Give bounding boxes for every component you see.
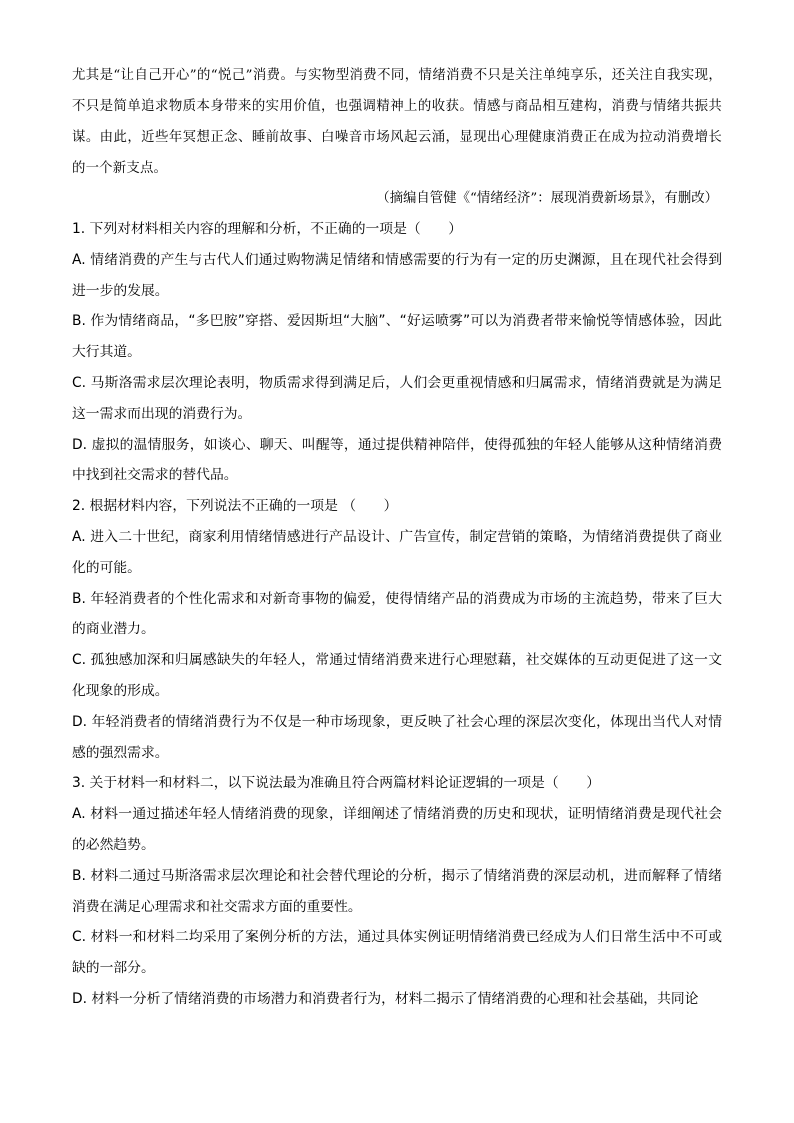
question-1 (72, 214, 722, 491)
option-a: A. 进入二十世纪，商家利用情绪情感进行产品设计、广告宣传，制定营销的策略，为情绪消费提供了商业化的可能。 (72, 528, 722, 576)
option-b: B. 作为情绪商品，“多巴胺”穿搭、爱因斯坦“大脑”、“好运喷雾”可以为消费者带来愉悦等情感体验，因此大行其道。 (72, 313, 722, 361)
option-c: C. 马斯洛需求层次理论表明，物质需求得到满足后，人们会更重视情感和归属需求，情绪消费就是为满足这一需求而出现的消费行为。 (72, 374, 722, 422)
question-stem: 2. 根据材料内容，下列说法不正确的一项是 （ ） (72, 498, 398, 515)
option-b: B. 材料二通过马斯洛需求层次理论和社会替代理论的分析，揭示了情绪消费的深层动机，进而解释了情绪消费在满足心理需求和社交需求方面的重要性。 (72, 867, 722, 915)
option-d: D. 材料一分析了情绪消费的市场潜力和消费者行为，材料二揭示了情绪消费的心理和社会基础，共同论 (72, 990, 699, 1007)
option-a: A. 情绪消费的产生与古代人们通过购物满足情绪和情感需要的行为有一定的历史渊源，且在现代社会得到进一步的发展。 (72, 251, 722, 299)
option-d: D. 年轻消费者的情绪消费行为不仅是一种市场现象，更反映了社会心理的深层次变化，体现出当代人对情感的强烈需求。 (72, 713, 722, 761)
option-c: C. 孤独感加深和归属感缺失的年轻人，常通过情绪消费来进行心理慰藉，社交媒体的互动更促进了这一文化现象的形成。 (72, 652, 722, 699)
document-page (72, 60, 722, 1015)
question-stem: 1. 下列对材料相关内容的理解和分析，不正确的一项是（ ） (72, 221, 463, 237)
question-3 (72, 768, 722, 1014)
passage-source: （摘编自管健《“情绪经济”：展现消费新场景》，有删改） (376, 191, 718, 206)
option-d: D. 虚拟的温情服务，如谈心、聊天、叫醒等，通过提供精神陪伴，使得孤独的年轻人能够从这种情绪消费中找到社交需求的替代品。 (72, 436, 722, 484)
option-a: A. 材料一通过描述年轻人情绪消费的现象，详细阐述了情绪消费的历史和现状，证明情绪消费是现代社会的必然趋势。 (72, 806, 722, 853)
passage-text: 尤其是“让自己开心”的“悦己”消费。与实物型消费不同，情绪消费不只是关注单纯享乐，还关注自我实现，不只是简单追求物质本身带来的实用价值，也强调精神上的收获。情感与商品相互建构，消费与情绪共振共谋。由此，近些年冥想正念、睡前故事、白噪音市场风起云涌，显现出心理健康消费正在成为拉动消费增长的一个新支点。 (72, 68, 722, 176)
option-b: B. 年轻消费者的个性化需求和对新奇事物的偏爱，使得情绪产品的消费成为市场的主流趋势，带来了巨大的商业潜力。 (72, 590, 722, 638)
option-c: C. 材料一和材料二均采用了案例分析的方法，通过具体实例证明情绪消费已经成为人们日常生活中不可或缺的一部分。 (72, 929, 722, 977)
question-stem: 3. 关于材料一和材料二，以下说法最为准确且符合两篇材料论证逻辑的一项是（ ） (72, 775, 601, 792)
question-2 (72, 491, 722, 768)
